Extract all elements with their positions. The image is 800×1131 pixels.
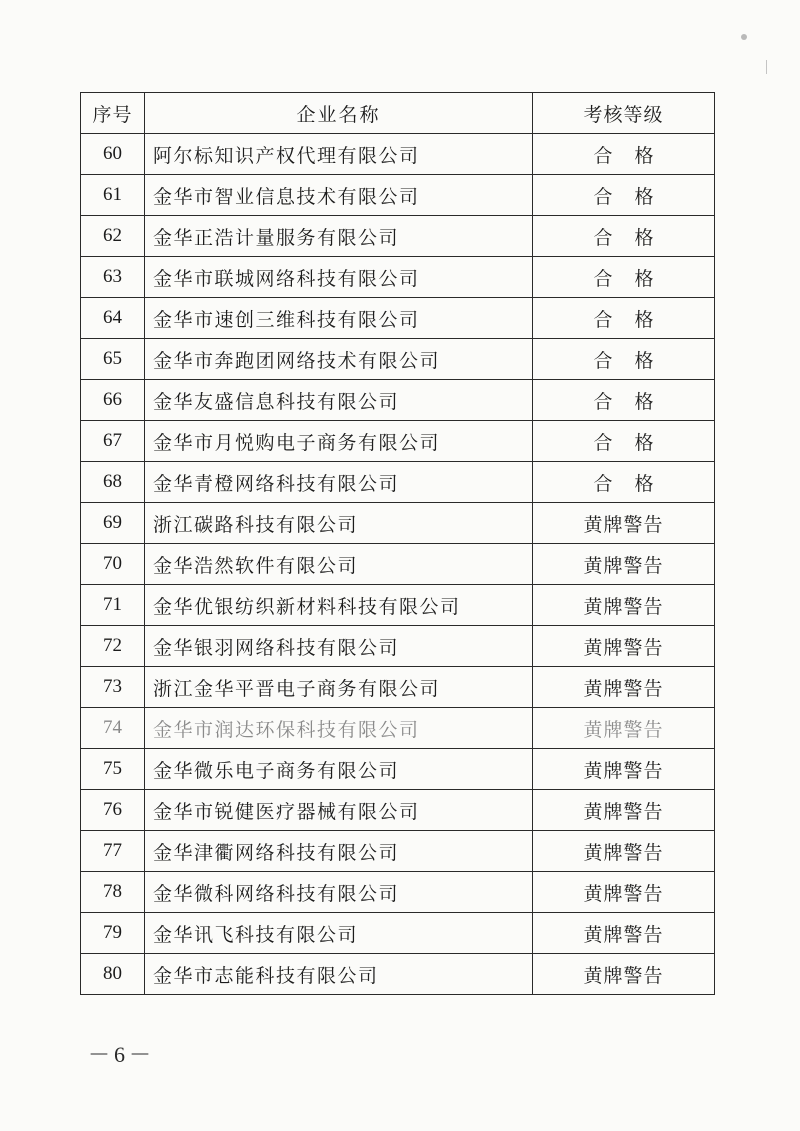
serial-number-cell: 61 — [81, 175, 145, 216]
company-name-cell: 金华市智业信息技术有限公司 — [145, 175, 533, 216]
header-company-name: 企业名称 — [145, 93, 533, 134]
serial-number-cell: 63 — [81, 257, 145, 298]
table-row — [81, 380, 715, 421]
assessment-grade-cell: 黄牌警告 — [533, 667, 715, 708]
table-row — [81, 175, 715, 216]
company-name-cell: 金华市润达环保科技有限公司 — [145, 708, 533, 749]
assessment-grade-cell: 黄牌警告 — [533, 626, 715, 667]
serial-number-cell: 75 — [81, 749, 145, 790]
company-name-cell: 阿尔标知识产权代理有限公司 — [145, 134, 533, 175]
serial-number-cell: 71 — [81, 585, 145, 626]
company-name-cell: 金华浩然软件有限公司 — [145, 544, 533, 585]
header-serial-number: 序号 — [81, 93, 145, 134]
table-row — [81, 503, 715, 544]
company-name-cell: 金华市志能科技有限公司 — [145, 954, 533, 995]
assessment-grade-cell: 黄牌警告 — [533, 954, 715, 995]
serial-number-cell: 70 — [81, 544, 145, 585]
table-row — [81, 667, 715, 708]
company-name-cell: 金华市奔跑团网络技术有限公司 — [145, 339, 533, 380]
serial-number-cell: 68 — [81, 462, 145, 503]
table-header-row — [81, 93, 715, 134]
table-row — [81, 544, 715, 585]
assessment-grade-cell: 合格 — [533, 339, 715, 380]
serial-number-cell: 69 — [81, 503, 145, 544]
table-row — [81, 134, 715, 175]
serial-number-cell: 60 — [81, 134, 145, 175]
table-row — [81, 708, 715, 749]
assessment-grade-cell: 合格 — [533, 421, 715, 462]
page-number: －6－ — [88, 1042, 156, 1067]
serial-number-cell: 80 — [81, 954, 145, 995]
serial-number-cell: 73 — [81, 667, 145, 708]
company-name-cell: 金华银羽网络科技有限公司 — [145, 626, 533, 667]
company-assessment-table — [80, 92, 715, 995]
company-name-cell: 金华青橙网络科技有限公司 — [145, 462, 533, 503]
assessment-grade-cell: 黄牌警告 — [533, 872, 715, 913]
company-name-cell: 金华正浩计量服务有限公司 — [145, 216, 533, 257]
table-row — [81, 913, 715, 954]
assessment-grade-cell: 合格 — [533, 298, 715, 339]
serial-number-cell: 62 — [81, 216, 145, 257]
company-name-cell: 金华友盛信息科技有限公司 — [145, 380, 533, 421]
table-row — [81, 462, 715, 503]
table-body — [81, 134, 715, 995]
assessment-grade-cell: 合格 — [533, 216, 715, 257]
table-row — [81, 626, 715, 667]
serial-number-cell: 79 — [81, 913, 145, 954]
serial-number-cell: 65 — [81, 339, 145, 380]
table-row — [81, 216, 715, 257]
assessment-grade-cell: 黄牌警告 — [533, 544, 715, 585]
company-name-cell: 金华津衢网络科技有限公司 — [145, 831, 533, 872]
serial-number-cell: 77 — [81, 831, 145, 872]
table-row — [81, 421, 715, 462]
serial-number-cell: 64 — [81, 298, 145, 339]
table-row — [81, 790, 715, 831]
assessment-grade-cell: 合格 — [533, 175, 715, 216]
table-row — [81, 257, 715, 298]
table-row — [81, 585, 715, 626]
table-row — [81, 749, 715, 790]
table-row — [81, 831, 715, 872]
company-name-cell: 浙江金华平晋电子商务有限公司 — [145, 667, 533, 708]
serial-number-cell: 74 — [81, 708, 145, 749]
company-name-cell: 金华市锐健医疗器械有限公司 — [145, 790, 533, 831]
assessment-grade-cell: 合格 — [533, 134, 715, 175]
scan-speck — [741, 34, 747, 40]
company-name-cell: 金华优银纺织新材料科技有限公司 — [145, 585, 533, 626]
company-name-cell: 金华讯飞科技有限公司 — [145, 913, 533, 954]
company-name-cell: 金华市联城网络科技有限公司 — [145, 257, 533, 298]
company-name-cell: 金华市速创三维科技有限公司 — [145, 298, 533, 339]
assessment-grade-cell: 合格 — [533, 257, 715, 298]
assessment-grade-cell: 黄牌警告 — [533, 749, 715, 790]
company-name-cell: 金华市月悦购电子商务有限公司 — [145, 421, 533, 462]
serial-number-cell: 78 — [81, 872, 145, 913]
serial-number-cell: 66 — [81, 380, 145, 421]
assessment-grade-cell: 黄牌警告 — [533, 790, 715, 831]
serial-number-cell: 67 — [81, 421, 145, 462]
serial-number-cell: 72 — [81, 626, 145, 667]
table-row — [81, 872, 715, 913]
table-row — [81, 954, 715, 995]
assessment-grade-cell: 合格 — [533, 380, 715, 421]
assessment-grade-cell: 黄牌警告 — [533, 913, 715, 954]
company-name-cell: 浙江碳路科技有限公司 — [145, 503, 533, 544]
company-name-cell: 金华微科网络科技有限公司 — [145, 872, 533, 913]
header-assessment-grade: 考核等级 — [533, 93, 715, 134]
assessment-grade-cell: 黄牌警告 — [533, 708, 715, 749]
scan-mark — [766, 60, 767, 74]
assessment-grade-cell: 黄牌警告 — [533, 831, 715, 872]
assessment-grade-cell: 黄牌警告 — [533, 585, 715, 626]
table-row — [81, 339, 715, 380]
table-row — [81, 298, 715, 339]
company-name-cell: 金华微乐电子商务有限公司 — [145, 749, 533, 790]
serial-number-cell: 76 — [81, 790, 145, 831]
assessment-grade-cell: 合格 — [533, 462, 715, 503]
assessment-grade-cell: 黄牌警告 — [533, 503, 715, 544]
